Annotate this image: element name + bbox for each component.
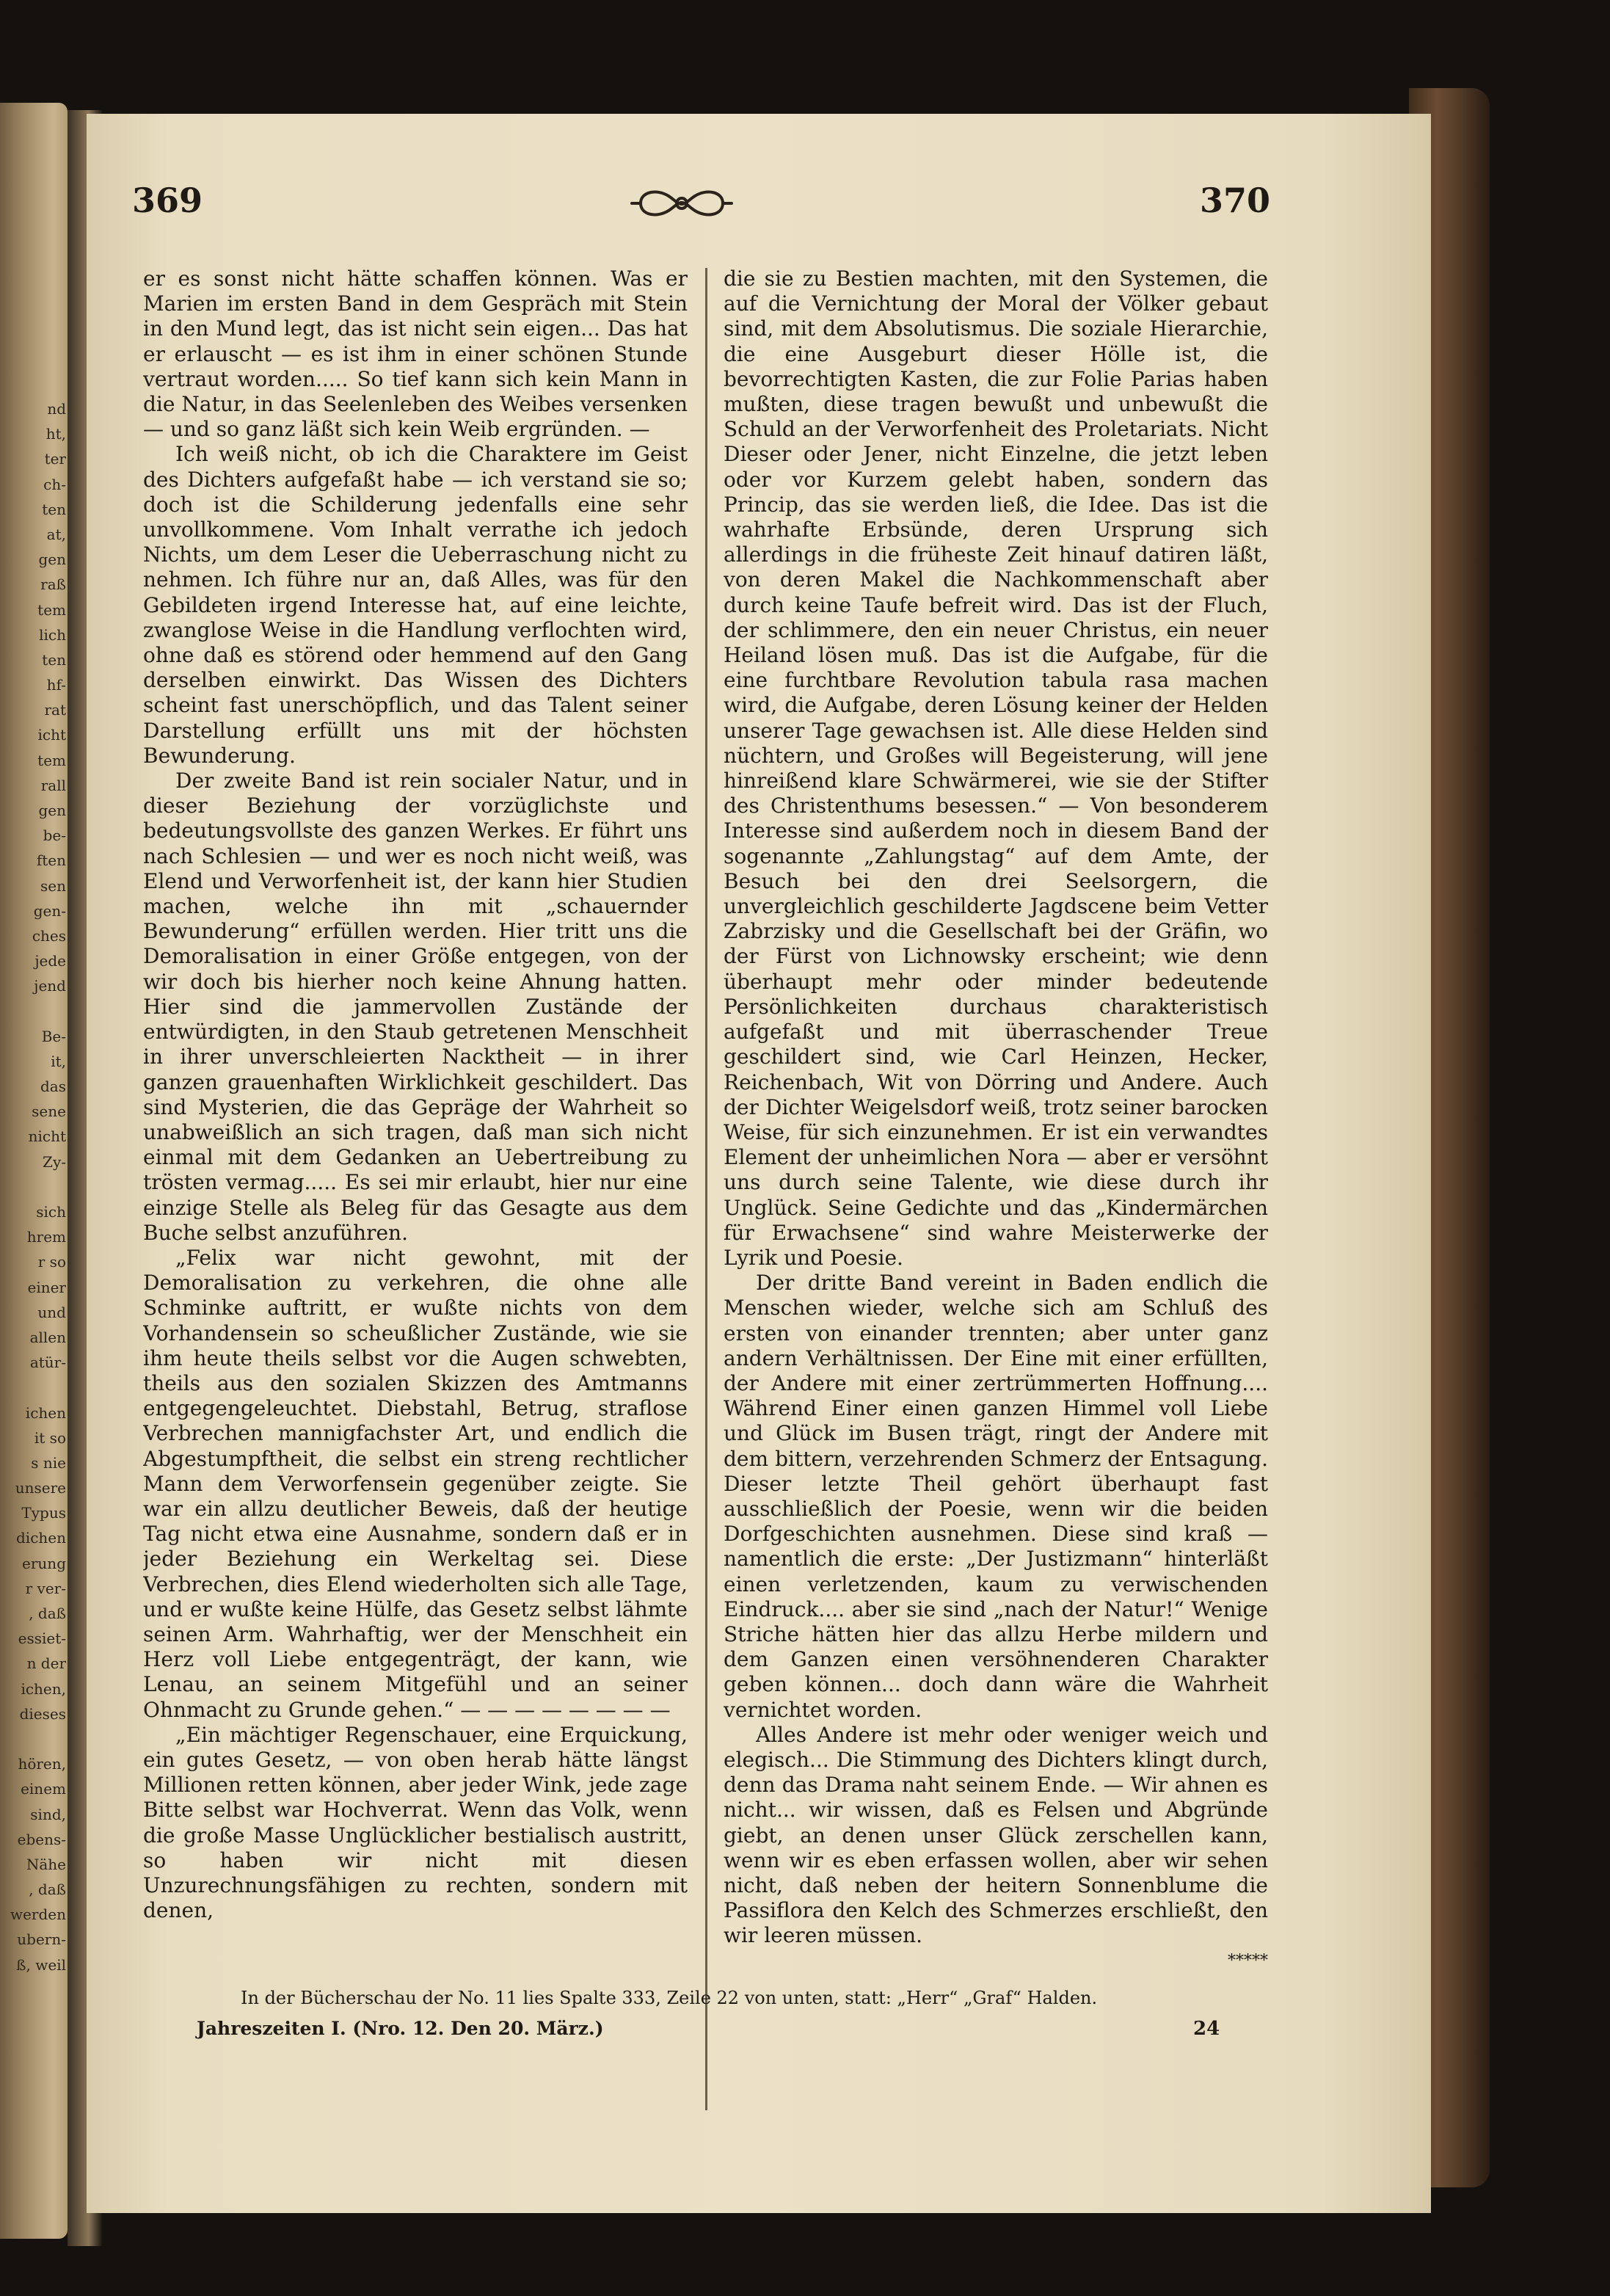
paragraph: „Felix war nicht gewohnt, mit der Demoralisation zu verkehren, die ohne alle Schminke auftritt, er wußte nichts von dem Vorhandensein so scheußlicher Zustände, wie sie ihm heute theils selbst vor die Augen schwebten, theils aus den sozialen Skizzen des Amtmanns entgegengeleuchtet. Diebstahl, Betrug, straflose Verbrechen mannigfachster Art, und endlich die Abgestumpftheit, die selbst ein streng rechtlicher Mann dem Verworfensein gegenüber zeigte. Sie war ein allzu deutlicher Beweis, daß der heutige Tag nicht etwa eine Ausnahme, sondern daß er in jeder Beziehung ein Werkeltag sei. Diese Verbrechen, dies Elend wiederholten sich alle Tage, und er wußte keine Hülfe, das Gesetz selbst lähmte seinen Arm. Wahrhaftig, wer der Menschheit ein Herz voll Liebe entgegenträgt, der kann, wie Lenau, an seinem Mitgefühl und an seiner Ohnmacht zu Grunde gehen.“ — — — — — — — — <box>143 1245 688 1722</box>
left-page-fragment: werden <box>10 1906 66 1924</box>
left-page-fragment: ter <box>44 450 66 468</box>
text-column-left <box>143 266 688 1923</box>
left-page-fragment: hören, <box>18 1755 66 1773</box>
left-page-fragment: gen <box>38 551 66 569</box>
left-page-fragment <box>1 1174 66 1199</box>
left-page-fragment: essiet- <box>18 1630 66 1648</box>
page-number-left: 369 <box>132 181 203 220</box>
left-page-fragment: tem <box>37 751 66 769</box>
left-page-fragment: atür- <box>29 1354 66 1372</box>
left-page-fragment: unsere <box>15 1479 66 1497</box>
left-page-fragment: ten <box>42 500 66 518</box>
ornament-icon <box>626 181 737 225</box>
left-page-fragment: dichen <box>16 1529 66 1547</box>
left-page-fragment: dieses <box>19 1704 66 1723</box>
paragraph: Alles Andere ist mehr oder weniger weich und elegisch... Die Stimmung des Dichters klingt durch, denn das Drama naht seinem Ende. — Wir ahnen es nicht... wir wissen, daß es Felsen und Abgründe giebt, an denen unser Glück zerschellen kann, wenn wir es eben erfassen wollen, aber wir sehen nicht, daß neben der heitern Sonnenblume die Passiflora den Kelch des Schmerzes erschließt, den wir leeren müssen. <box>724 1722 1268 1948</box>
left-page-fragment: ften <box>36 851 66 870</box>
left-page-fragment: r ver- <box>25 1579 66 1597</box>
left-page-fragment: , daß <box>29 1605 66 1622</box>
left-page-fragment: ch- <box>43 475 66 493</box>
column-divider <box>705 268 707 2110</box>
left-page-fragment: tem <box>37 600 66 619</box>
left-page-fragment <box>1 999 66 1024</box>
left-page-fragment: nd <box>47 400 66 418</box>
left-page-fragment: s nie <box>31 1453 66 1472</box>
left-page-fragment: , daß <box>29 1881 66 1899</box>
left-page-fragment: Be- <box>41 1027 66 1045</box>
left-page-fragment: einer <box>27 1278 66 1296</box>
paragraph: Der zweite Band ist rein socialer Natur, und in dieser Beziehung der vorzüglichste und bedeutungsvollste des ganzen Werkes. Er führt uns nach Schlesien — und wer es noch nicht weiß, was Elend und Verworfenheit ist, der kann hier Studien machen, welche ihn mit „schauernder Bewunderung“ erfüllen werden. Hier tritt uns die Demoralisation in einer Größe entgegen, von der wir doch bis hierher noch keine Ahnung hatten. Hier sind die jammervollen Zustände der entwürdigten, in den Staub getretenen Menschheit in ihrer unverschleierten Nacktheit — in ihrer ganzen grauenhaften Wirklichkeit geschildert. Das sind Mysterien, die das Gepräge der Wahrheit so unabweißlich an sich tragen, daß man sich nicht einmal mit dem Gedanken an Uebertreibung zu trösten vermag..... Es sei mir erlaubt, hier nur eine einzige Stelle als Beleg für das Gesagte aus dem Buche selbst anzuführen. <box>143 769 688 1245</box>
left-page-fragment: ichen <box>25 1403 66 1422</box>
left-page-fragment: Zy- <box>43 1152 66 1171</box>
paragraph: „Ein mächtiger Regenschauer, eine Erquickung, ein gutes Gesetz, — von oben herab hätte längst Millionen retten können, aber jeder Wink, jede zage Bitte selbst war Hochverrat. Wenn das Volk, wenn die große Masse Unglücklicher bestialisch austritt, so haben wir nicht mit diesen Unzurechnungsfähigen zu rechten, sondern mit denen, <box>143 1722 688 1923</box>
left-page-fragment: gen <box>38 802 66 819</box>
left-page-fragment: einem <box>21 1780 66 1798</box>
left-page-fragment: erung <box>22 1554 66 1572</box>
left-page-fragment: hrem <box>26 1228 66 1246</box>
left-page-fragment: allen <box>29 1328 66 1346</box>
left-page-fragment: at, <box>46 525 66 543</box>
left-page-fragment: Typus <box>21 1504 66 1522</box>
left-page-fragment: n der <box>26 1654 66 1673</box>
left-page-fragment: ichen, <box>21 1679 66 1698</box>
left-page-fragment: rall <box>40 776 66 794</box>
paragraph: Der dritte Band vereint in Baden endlich die Menschen wieder, welche sich am Schluß des ersten von einander trennten; aber unter ganz andern Verhältnissen. Der Eine mit einer erfüllten, der Andere mit einer zertrümmerten Hoffnung.... Während Einer einen ganzen Himmel voll Liebe und Glück im Busen trägt, ringt der Andere mit dem bittern, verzehrenden Schmerz der Entsagung. Dieser letzte Theil gehört überhaupt fast ausschließlich der Poesie, wenn wir die beiden Dorfgeschichten ausnehmen. Diese sind kraß — namentlich die erste: „Der Justizmann“ hinterläßt einen verletzenden, kaum zu verwischenden Eindruck.... aber sie sind „nach der Natur!“ Wenige Striche hätten hier das allzu Herbe mildern und dem Ganzen einen versöhnenderen Charakter geben können... doch dann wäre die Wahrheit vernichtet worden. <box>724 1271 1268 1722</box>
left-page-fragment: ht, <box>45 425 66 443</box>
left-page-fragment: nicht <box>28 1127 66 1146</box>
signature-line: Jahreszeiten I. (Nro. 12. Den 20. März.) <box>197 2018 604 2039</box>
left-page-fragment <box>1 1375 66 1400</box>
paragraph: er es sonst nicht hätte schaffen können. Was er Marien im ersten Band in dem Gespräch mit Stein in den Mund legt, das ist nicht sein eigen... Das hat er erlauscht — es ist ihm in einer schönen Stunde vertraut worden..... So tief kann sich kein Mann in die Natur, in das Seelenleben des Weibes versenken — und so ganz läßt sich kein Weib ergründen. — <box>143 266 688 442</box>
left-page-fragment: it, <box>51 1052 66 1070</box>
signature-mark: 24 <box>1193 2018 1220 2040</box>
left-page-fragment: sind, <box>30 1805 66 1823</box>
left-page-fragment: jede <box>34 952 66 970</box>
left-page-fragment: it so <box>34 1428 66 1447</box>
left-page-fragment <box>1 1726 66 1751</box>
left-page-fragment: sen <box>40 876 66 895</box>
left-page-fragment: ubern- <box>17 1930 66 1949</box>
left-page-fragment: be- <box>43 827 66 845</box>
left-page-fragment: sene <box>32 1102 66 1121</box>
left-page-fragment: das <box>40 1078 66 1096</box>
left-page-fragment: und <box>37 1303 66 1321</box>
left-page-fragment: hf- <box>46 676 66 694</box>
left-page-fragment: raß <box>40 575 66 594</box>
left-page-fragment: ebens- <box>17 1830 66 1848</box>
page-number-right: 370 <box>1200 181 1271 220</box>
left-page-fragment: icht <box>37 726 66 744</box>
left-page-fragment: ten <box>42 650 66 669</box>
text-column-right <box>724 266 1268 1974</box>
footnote: In der Bücherschau der No. 11 lies Spalte 333, Zeile 22 von unten, statt: „Herr“ „Graf“ Halden. <box>241 1988 1098 2008</box>
paragraph: Ich weiß nicht, ob ich die Charaktere im Geist des Dichters aufgefaßt habe — ich verstand sie so; doch ist die Schilderung jedenfalls eine sehr unvollkommene. Vom Inhalt verrathe ich jedoch Nichts, um dem Leser die Ueberraschung nicht zu nehmen. Ich führe nur an, daß Alles, was für den Gebildeten irgend Interesse hat, auf eine leichte, zwanglose Weise in die Handlung verflochten wird, ohne daß es störend oder hemmend auf den Gang derselben einwirkt. Das Wissen des Dichters scheint fast unerschöpflich, und das Talent seiner Darstellung erfüllt uns mit der höchsten Bewunderung. <box>143 442 688 768</box>
left-page-fragment: rat <box>44 701 66 719</box>
left-page-fragment: r so <box>37 1253 66 1271</box>
left-page-fragment: lich <box>39 625 66 644</box>
left-page-fragment: sich <box>36 1203 66 1221</box>
end-stars: ***** <box>1228 1951 1268 1970</box>
left-page-fragment: ches <box>32 926 66 945</box>
left-page-fragments <box>1 396 66 1977</box>
paragraph: die sie zu Bestien machten, mit den Systemen, die auf die Vernichtung der Moral der Völker gebaut sind, mit dem Absolutismus. Die soziale Hierarchie, die eine Ausgeburt dieser Hölle ist, die bevorrechtigten Kasten, die zur Folie Parias haben mußten, diese tragen bewußt und unbewußt die Schuld an der Verworfenheit des Proletariats. Nicht Dieser oder Jener, nicht Einzelne, die jetzt leben oder vor Kurzem gelebt haben, sondern das Princip, das sie werden ließ, die Idee. Das ist die wahrhafte Erbsünde, deren Ursprung sich allerdings in die früheste Zeit hinauf datiren läßt, von deren Makel die Nachkommenschaft aber durch keine Taufe befreit wird. Das ist der Fluch, der schlimmere, den ein neuer Christus, ein neuer Heiland lösen muß. Das ist die Aufgabe, für die eine furchtbare Revolution tabula rasa machen wird, die Aufgabe, deren Lösung keiner der Helden unserer Tage gewachsen ist. Alle diese Helden sind nüchtern, und Großes will Begeisterung, will jene hinreißend klare Schwärmerei, wie sie der Stifter des Christenthums besessen.“ — Von besonderem Interesse sind außerdem noch in diesem Band der sogenannte „Zahlungstag“ auf dem Amte, der Besuch bei den drei Seelsorgern, die unvergleichlich geschilderte Jagdscene beim Vetter Zabrzisky und die Gesellschaft bei der Gräfin, wo der Fürst von Lichnowsky erscheint; wie denn überhaupt mehr oder minder bedeutende Persönlichkeiten durchaus charakteristisch aufgefaßt und mit überraschender Treue geschildert sind, wie Carl Heinzen, Hecker, Reichenbach, Wit von Dörring und Andere. Auch der Dichter Weigelsdorf weiß, trotz seiner barocken Weise, für sich einzunehmen. Er ist ein verwandtes Element der unheimlichen Nora — aber er versöhnt uns durch seine Talente, wie diese durch ihr Unglück. Seine Gedichte und das „Kindermärchen für Erwachsene“ sind wahre Meisterwerke der Lyrik und Poesie. <box>724 266 1268 1270</box>
left-page-fragment: ß, weil <box>16 1955 66 1974</box>
left-page-fragment: gen- <box>33 901 66 920</box>
right-page <box>87 114 1431 2213</box>
left-page-fragment: Nähe <box>26 1855 66 1873</box>
left-page-fragment: jend <box>34 977 66 995</box>
